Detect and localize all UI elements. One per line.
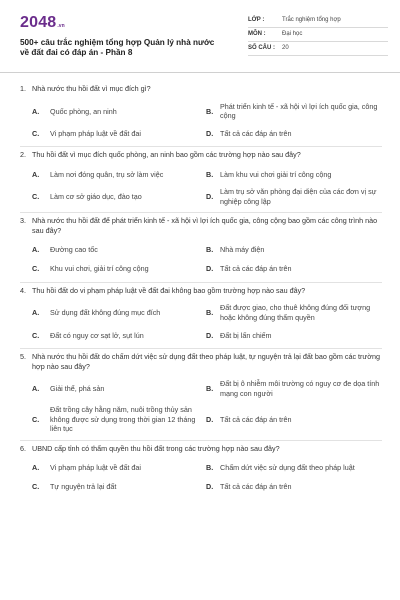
question-number: 1. <box>20 84 26 93</box>
option-c[interactable] <box>20 127 196 140</box>
question-number: 3. <box>20 216 26 226</box>
question-number: 4. <box>20 285 26 295</box>
option-d[interactable] <box>206 329 382 342</box>
option-text: Làm nơi đóng quân, trụ sở làm việc <box>50 169 164 179</box>
option-letter: B. <box>206 245 214 255</box>
option-a[interactable] <box>20 303 196 322</box>
option-b[interactable] <box>206 462 382 475</box>
option-letter: C. <box>32 414 40 424</box>
option-text: Tất cả các đáp án trên <box>220 482 292 492</box>
meta-label: SỐ CÂU : <box>248 45 275 52</box>
logo-text: 2048 <box>20 14 57 31</box>
option-letter: B. <box>206 308 214 318</box>
option-text: Vi phạm pháp luật về đất đai <box>50 128 141 138</box>
option-letter: D. <box>206 482 214 492</box>
option-letter: A. <box>32 245 40 255</box>
option-c[interactable] <box>20 405 196 434</box>
option-text: Tất cả các đáp án trên <box>220 128 292 138</box>
question-item <box>20 213 382 282</box>
option-text: Tất cả các đáp án trên <box>220 264 292 274</box>
option-c[interactable] <box>20 329 196 342</box>
option-d[interactable] <box>206 405 382 434</box>
question-text: Thu hồi đất vì mục đích quốc phòng, an ninh bao gồm các trường hợp nào sau đây? <box>32 150 301 160</box>
option-text: Đất có nguy cơ sạt lở, sụt lún <box>50 330 144 340</box>
option-letter: D. <box>206 414 214 424</box>
meta-value: Đại học <box>282 31 303 38</box>
option-text: Đường cao tốc <box>50 245 98 255</box>
option-letter: A. <box>32 169 40 179</box>
option-d[interactable] <box>206 127 382 140</box>
option-a[interactable] <box>20 244 196 257</box>
option-text: Đất bị ô nhiễm môi trường có nguy cơ đe dọa tính mạng con người <box>220 379 380 399</box>
meta-row-class <box>248 14 388 28</box>
option-letter: B. <box>206 106 214 116</box>
option-letter: A. <box>32 308 40 318</box>
question-list <box>0 73 400 500</box>
option-letter: D. <box>206 330 214 340</box>
option-text: Khu vui chơi, giải trí công cộng <box>50 264 149 274</box>
option-text: Phát triển kinh tế - xã hội vì lợi ích quốc gia, công cộng <box>220 101 378 121</box>
option-text: Đất bị lấn chiếm <box>220 330 272 340</box>
option-b[interactable] <box>206 303 382 322</box>
option-text: Đất trồng cây hằng năm, nuôi trồng thủy sản không được sử dụng trong thời gian 12 tháng liên tục <box>50 404 196 434</box>
question-number: 2. <box>20 150 26 160</box>
question-number: 6. <box>20 443 26 453</box>
option-b[interactable] <box>206 168 382 181</box>
option-letter: D. <box>206 264 214 274</box>
meta-label: MÔN : <box>248 31 266 38</box>
option-d[interactable] <box>206 481 382 494</box>
option-letter: C. <box>32 330 40 340</box>
option-text: Làm cơ sở giáo dục, đào tạo <box>50 191 142 201</box>
option-a[interactable] <box>20 102 196 121</box>
option-text: Nhà máy điện <box>220 245 265 255</box>
option-letter: B. <box>206 384 214 394</box>
question-text: Nhà nước thu hồi đất vì mục đích gì? <box>32 84 151 93</box>
option-letter: C. <box>32 482 40 492</box>
option-letter: D. <box>206 191 214 201</box>
option-text: Chấm dứt việc sử dụng đất theo pháp luật <box>220 463 355 473</box>
option-c[interactable] <box>20 263 196 276</box>
question-item <box>20 283 382 349</box>
option-letter: A. <box>32 106 40 116</box>
option-letter: C. <box>32 264 40 274</box>
option-d[interactable] <box>206 187 382 206</box>
option-text: Làm khu vui chơi giải trí công cộng <box>220 169 332 179</box>
option-text: Tất cả các đáp án trên <box>220 414 292 424</box>
option-text: Sử dụng đất không đúng mục đích <box>50 308 161 318</box>
option-a[interactable] <box>20 168 196 181</box>
question-item <box>20 147 382 213</box>
option-letter: A. <box>32 463 40 473</box>
question-text: Thu hồi đất do vi phạm pháp luật về đất đai không bao gồm trường hợp nào sau đây? <box>32 285 306 295</box>
question-item <box>20 81 382 147</box>
option-text: Vi phạm pháp luật về đất đai <box>50 463 141 473</box>
page-title: 500+ câu trắc nghiệm tổng hợp Quản lý nhà nước về đất đai có đáp án - Phần 8 <box>20 37 215 58</box>
question-item <box>20 349 382 441</box>
meta-label: LỚP : <box>248 17 265 24</box>
option-b[interactable] <box>206 102 382 121</box>
option-text: Giải thể, phá sản <box>50 384 105 394</box>
option-text: Tự nguyện trả lại đất <box>50 482 117 492</box>
question-text: UBND cấp tỉnh có thẩm quyền thu hồi đất trong các trường hợp nào sau đây? <box>32 443 280 453</box>
option-letter: C. <box>32 191 40 201</box>
meta-row-count <box>248 42 388 56</box>
question-text: Nhà nước thu hồi đất do chấm dứt việc sử dụng đất theo pháp luật, tự nguyện trả lại đất bao gồm các trường hợp nào sau đây? <box>32 351 380 371</box>
option-a[interactable] <box>20 462 196 475</box>
question-text: Nhà nước thu hồi đất để phát triển kinh tế - xã hội vì lợi ích quốc gia, công cộng bao gồm các công trình nào sau đây? <box>32 216 378 236</box>
meta-row-subject <box>248 28 388 42</box>
option-text: Làm trụ sở văn phòng đại diện của các đơn vị sự nghiệp công lập <box>220 186 377 206</box>
option-letter: B. <box>206 463 214 473</box>
option-letter: D. <box>206 128 214 138</box>
meta-value: 20 <box>282 45 289 52</box>
option-text: Quốc phòng, an ninh <box>50 106 117 116</box>
option-d[interactable] <box>206 263 382 276</box>
meta-table <box>248 14 388 56</box>
option-letter: A. <box>32 384 40 394</box>
option-a[interactable] <box>20 379 196 398</box>
option-text: Đất được giao, cho thuê không đúng đối tượng hoặc không đúng thẩm quyền <box>220 303 371 323</box>
option-c[interactable] <box>20 187 196 206</box>
question-item <box>20 441 382 500</box>
logo-domain: .vn <box>57 23 65 29</box>
meta-value: Trắc nghiệm tổng hợp <box>282 17 341 24</box>
option-b[interactable] <box>206 244 382 257</box>
option-letter: B. <box>206 169 214 179</box>
option-b[interactable] <box>206 379 382 398</box>
question-number: 5. <box>20 351 26 361</box>
page-header <box>0 0 400 72</box>
option-letter: C. <box>32 128 40 138</box>
option-c[interactable] <box>20 481 196 494</box>
